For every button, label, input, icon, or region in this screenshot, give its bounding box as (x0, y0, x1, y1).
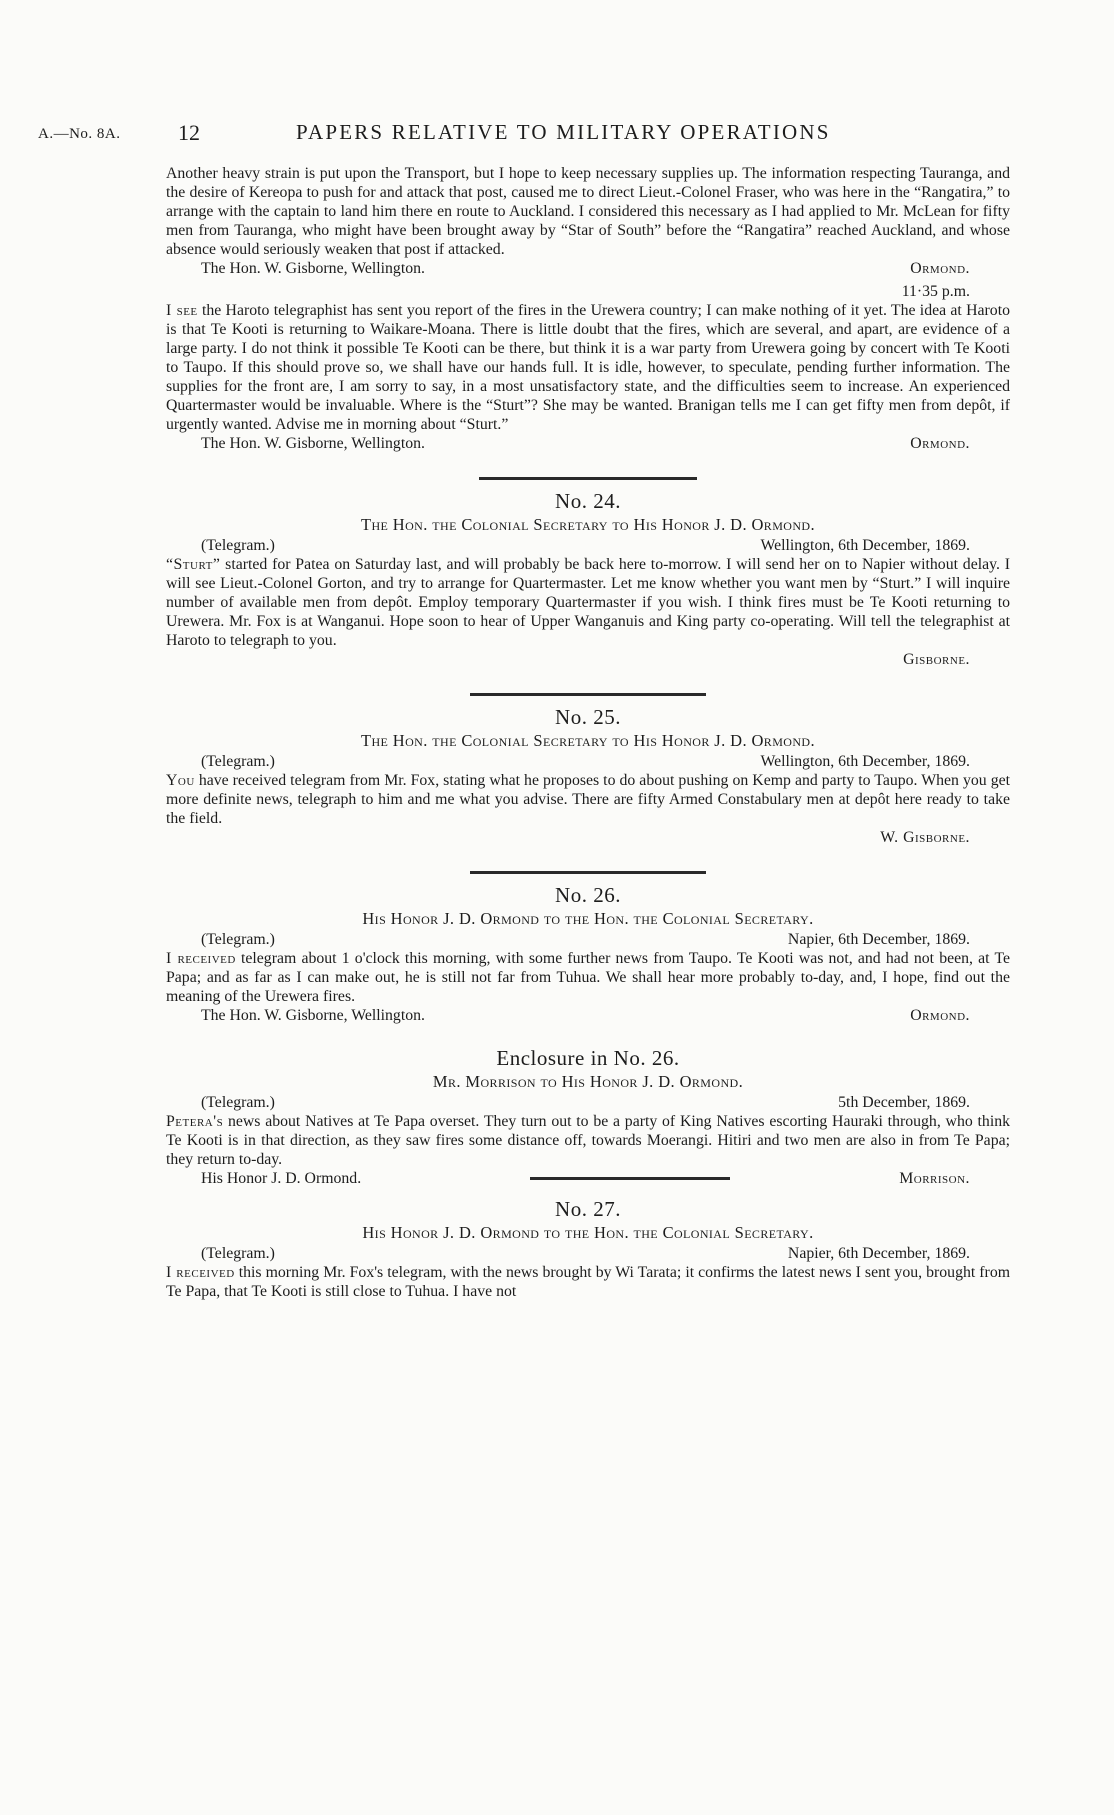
addressee: The Hon. W. Gisborne, Wellington. (201, 1007, 425, 1024)
paragraph: Another heavy strain is put upon the Transport, but I hope to keep necessary supplies up. The information respecting Tauranga, and the desire of Kereopa to push for and attack that post, caused me to direct Lieut.-Colonel Fraser, who was here in the “Rangatira,” to arrange with the captain to land him there en route to Auckland. I considered this necessary as I had applied to Mr. McLean for fifty men from Tauranga, who might have been brought away by “Star of South” before the “Rangatira” reached Auckland, and whose absence would seriously weaken that post if attacked. (166, 165, 1010, 258)
paragraph (166, 301, 1010, 434)
signature: Ormond. (910, 435, 970, 452)
lead-words: I see (166, 302, 198, 319)
paragraph-text: started for Patea on Saturday last, and will probably be back here to-morrow. I will send her on to Napier without delay. I will see Lieut.-Colonel Gorton, and try to arrange for Quartermaster. Let me know whether you want men by “Sturt.” I will inquire number of available men from depôt. Employ temporary Quartermaster if you wish. I think fires must be Te Kooti returning to Urewera. Mr. Fox is at Wanganui. Hope soon to hear of Upper Wanganuis and King party co-operating. Will tell the telegraphist at Haroto to telegraph to you. (166, 556, 1010, 649)
document-number: No. 26. (555, 883, 621, 907)
telegram-line (166, 1244, 1010, 1263)
addressee: The Hon. W. Gisborne, Wellington. (201, 435, 425, 452)
section-divider (470, 693, 706, 696)
document-heading: His Honor J. D. Ormond to the Hon. the Colonial Secretary. (362, 909, 814, 928)
closing-line (166, 1006, 1010, 1025)
place-date: Wellington, 6th December, 1869. (760, 753, 970, 770)
signature: Ormond. (910, 260, 970, 277)
section-divider (479, 477, 697, 480)
document-number: No. 27. (555, 1197, 621, 1221)
paragraph-text: the Haroto telegraphist has sent you report of the fires in the Urewera country; I can make nothing of it yet. The idea at Haroto is that Te Kooti is returning to Waikare-Moana. There is little doubt that the fires, which are several, and apart, are evidence of a large party. I do not think it possible Te Kooti can be there, but think it is a war party from Urewera going by concert with Te Kooti to Taupo. If this should prove so, we shall have our hands full. It is idle, however, to speculate, pending further information. The supplies for the front are, I am sorry to say, in a most unsatisfactory state, and the difficulties seem to increase. An experienced Quartermaster would be invaluable. Where is the “Sturt”? She may be wanted. Branigan tells me I can get fifty men from depôt, if urgently wanted. Advise me in morning about “Sturt.” (166, 302, 1010, 433)
section-divider (470, 871, 706, 874)
paragraph (166, 949, 1010, 1006)
enclosure-title: Enclosure in No. 26. (496, 1046, 680, 1070)
telegram-label: (Telegram.) (201, 537, 275, 554)
addressee: His Honor J. D. Ormond. (201, 1170, 362, 1187)
document-heading: The Hon. the Colonial Secretary to His Honor J. D. Ormond. (360, 515, 816, 534)
time-stamp: 11·35 p.m. (901, 283, 970, 300)
closing-line (166, 434, 1010, 453)
lead-words: I received (166, 1264, 235, 1281)
document-number: No. 24. (555, 489, 621, 513)
telegram-line (166, 1093, 1010, 1112)
place-date: Wellington, 6th December, 1869. (760, 537, 970, 554)
telegram-label: (Telegram.) (201, 1094, 275, 1111)
signature: Morrison. (899, 1170, 970, 1187)
lead-words: You (166, 772, 195, 789)
page-body (166, 164, 1010, 1301)
closing-line (166, 1169, 1010, 1188)
place-date: 5th December, 1869. (838, 1094, 970, 1111)
telegram-line (166, 752, 1010, 771)
paragraph (166, 771, 1010, 828)
closing-line (166, 259, 1010, 278)
lead-words: Petera's (166, 1113, 224, 1130)
signature: Gisborne. (903, 651, 970, 668)
place-date: Napier, 6th December, 1869. (787, 931, 970, 948)
place-date: Napier, 6th December, 1869. (787, 1245, 970, 1262)
document-heading: Mr. Morrison to His Honor J. D. Ormond. (432, 1072, 744, 1091)
paragraph (166, 1112, 1010, 1169)
section-divider (530, 1177, 730, 1180)
lead-words: “Sturt” (166, 556, 221, 573)
telegram-label: (Telegram.) (201, 931, 275, 948)
document-number: No. 25. (555, 705, 621, 729)
page-header (38, 116, 1054, 150)
signature: W. Gisborne. (880, 829, 970, 846)
page-number: 12 (178, 120, 200, 145)
paragraph-text: have received telegram from Mr. Fox, stating what he proposes to do about pushing on Kemp and party to Taupo. When you get more definite news, telegraph to him and me what you advise. There are fifty Armed Constabulary men at depôt here ready to take the field. (166, 772, 1010, 827)
telegram-line (166, 536, 1010, 555)
addressee: The Hon. W. Gisborne, Wellington. (201, 260, 425, 277)
document-heading: His Honor J. D. Ormond to the Hon. the Colonial Secretary. (362, 1223, 814, 1242)
paragraph (166, 555, 1010, 650)
document-heading: The Hon. the Colonial Secretary to His Honor J. D. Ormond. (360, 731, 816, 750)
paragraph-text: this morning Mr. Fox's telegram, with the news brought by Wi Tarata; it confirms the latest news I sent you, brought from Te Papa, that Te Kooti is still close to Tuhua. I have not (166, 1264, 1011, 1300)
telegram-label: (Telegram.) (201, 753, 275, 770)
signature: Ormond. (910, 1007, 970, 1024)
paragraph (166, 1263, 1010, 1301)
document-reference: A.—No. 8A. (38, 126, 121, 142)
telegram-label: (Telegram.) (201, 1245, 275, 1262)
running-title: PAPERS RELATIVE TO MILITARY OPERATIONS (296, 120, 831, 144)
telegram-line (166, 930, 1010, 949)
paragraph-text: telegram about 1 o'clock this morning, with some further news from Taupo. Te Kooti was not, and had not been, at Te Papa; and as far as I can make out, he is still not far from Tuhua. We shall hear more probably to-day, and, I hope, find out the meaning of the Urewera fires. (166, 950, 1010, 1005)
lead-words: I received (166, 950, 236, 967)
paragraph-text: news about Natives at Te Papa overset. They turn out to be a party of King Natives escorting Hauraki through, who think Te Kooti is in that direction, as they saw fires some distance off, towards Moerangi. Hitiri and two men are also in from Te Papa; they return to-day. (166, 1113, 1010, 1168)
